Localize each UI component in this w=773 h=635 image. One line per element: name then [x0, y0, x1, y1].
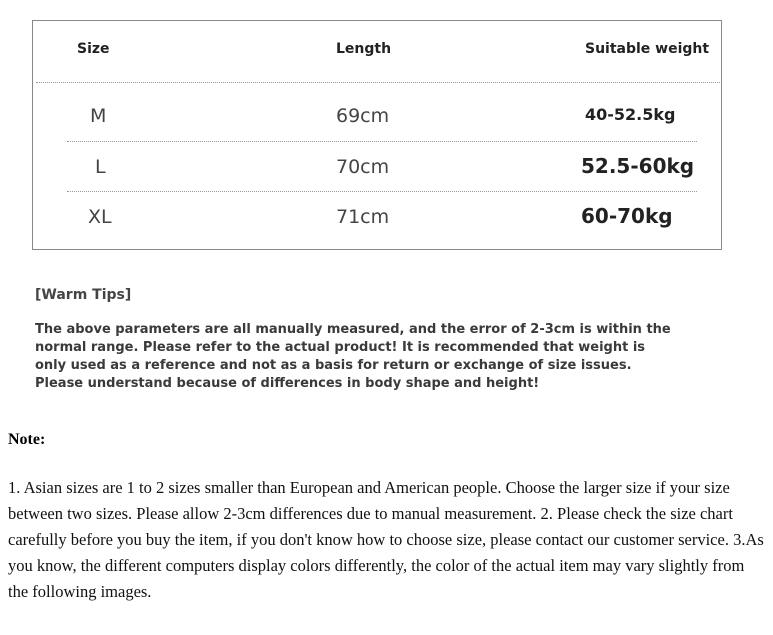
warm-tips-title: [Warm Tips]: [35, 287, 132, 303]
header-size: Size: [77, 41, 110, 57]
row-m-weight: 40-52.5kg: [585, 105, 676, 124]
warm-tips-text: The above parameters are all manually measured, and the error of 2-3cm is within the normal range. Please refer to the actual product! It is recommended that weight is only used as a reference and not as a basis for return or exchange of size issues. Please understand because of differences in body shape and height!: [35, 322, 671, 391]
row-xl-weight: 60-70kg: [581, 204, 673, 228]
row-divider: [67, 141, 697, 142]
row-l-weight: 52.5-60kg: [581, 154, 695, 178]
header-suitable-weight: Suitable weight: [585, 41, 710, 57]
row-l-length: 70cm: [336, 156, 390, 178]
header-divider: [36, 82, 720, 83]
note-text: 1. Asian sizes are 1 to 2 sizes smaller than European and American people. Choose the larger size if your size between two sizes. Please allow 2-3cm differences due to manual measurement. 2. Please check the size chart carefully before you buy the item, if you don't know how to choose size, please contact our customer service. 3.As you know, the different computers display colors differently, the color of the actual item may vary slightly from the following images.: [8, 478, 764, 601]
note-title: Note:: [8, 431, 46, 448]
row-l-size: L: [95, 156, 106, 178]
row-xl-size: XL: [88, 206, 112, 228]
row-divider: [67, 191, 697, 192]
header-length: Length: [336, 41, 392, 57]
row-xl-length: 71cm: [336, 206, 390, 228]
row-m-size: M: [90, 105, 107, 127]
size-chart-table: [32, 20, 722, 250]
row-m-length: 69cm: [336, 105, 390, 127]
